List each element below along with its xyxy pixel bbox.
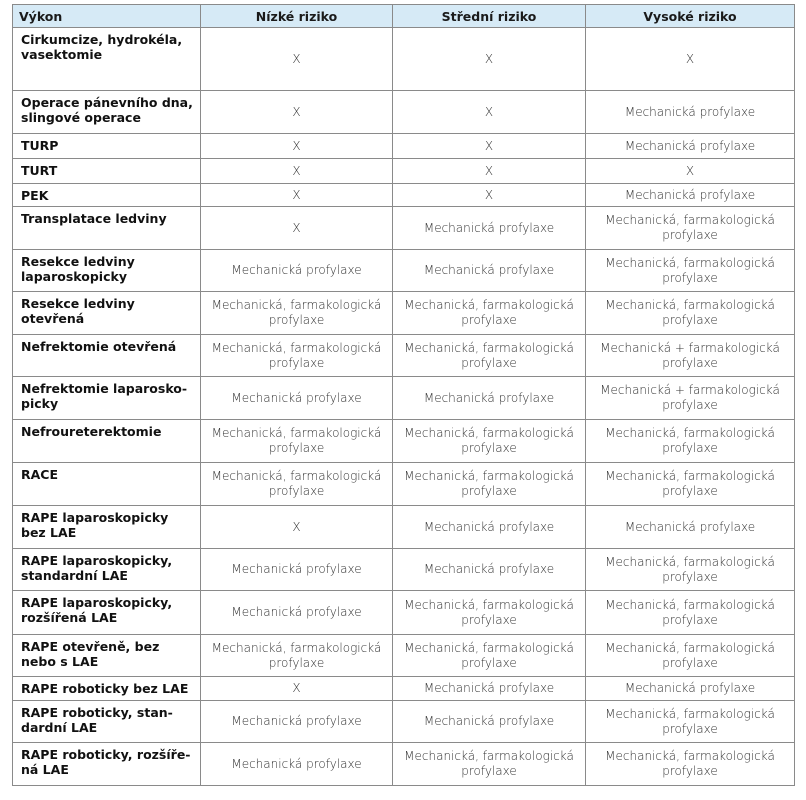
high-risk-cell: Mechanická profylaxe xyxy=(586,134,795,159)
high-risk-cell: Mechanická, farmakologická profylaxe xyxy=(586,463,795,506)
procedure-cell: Resekce ledviny laparoskopicky xyxy=(13,250,201,292)
header-procedure: Výkon xyxy=(13,5,201,28)
high-risk-cell: Mechanická + farmakologická profylaxe xyxy=(586,335,795,377)
low-risk-cell: X xyxy=(201,91,393,134)
high-risk-cell: Mechanická, farmakologická profylaxe xyxy=(586,591,795,635)
procedure-cell: RAPE roboticky bez LAE xyxy=(13,677,201,701)
procedure-cell: Nefrektomie otevřená xyxy=(13,335,201,377)
table-row xyxy=(13,420,795,463)
low-risk-cell: Mechanická profylaxe xyxy=(201,743,393,786)
low-risk-cell: Mechanická profylaxe xyxy=(201,701,393,743)
medium-risk-cell: Mechanická profylaxe xyxy=(393,377,586,420)
high-risk-cell: Mechanická, farmakologická profylaxe xyxy=(586,420,795,463)
table-row xyxy=(13,549,795,591)
high-risk-cell: Mechanická, farmakologická profylaxe xyxy=(586,250,795,292)
high-risk-cell: Mechanická, farmakologická profylaxe xyxy=(586,635,795,677)
low-risk-cell: X xyxy=(201,28,393,91)
procedure-cell: TURT xyxy=(13,159,201,184)
medium-risk-cell: X xyxy=(393,134,586,159)
high-risk-cell: X xyxy=(586,28,795,91)
table-row xyxy=(13,635,795,677)
table-row xyxy=(13,134,795,159)
medium-risk-cell: X xyxy=(393,28,586,91)
table-row xyxy=(13,184,795,207)
low-risk-cell: Mechanická, farmakologická profylaxe xyxy=(201,420,393,463)
medium-risk-cell: X xyxy=(393,159,586,184)
low-risk-cell: X xyxy=(201,134,393,159)
low-risk-cell: Mechanická, farmakologická profylaxe xyxy=(201,635,393,677)
high-risk-cell: Mechanická, farmakologická profylaxe xyxy=(586,743,795,786)
medium-risk-cell: Mechanická, farmakologická profylaxe xyxy=(393,335,586,377)
procedure-cell: RAPE laparoskopicky bez LAE xyxy=(13,506,201,549)
table-row xyxy=(13,207,795,250)
low-risk-cell: Mechanická profylaxe xyxy=(201,250,393,292)
table-row xyxy=(13,463,795,506)
low-risk-cell: X xyxy=(201,184,393,207)
medium-risk-cell: Mechanická, farmakologická profylaxe xyxy=(393,463,586,506)
prophylaxis-table xyxy=(12,4,795,786)
medium-risk-cell: X xyxy=(393,184,586,207)
high-risk-cell: Mechanická, farmakologická profylaxe xyxy=(586,701,795,743)
medium-risk-cell: Mechanická profylaxe xyxy=(393,207,586,250)
low-risk-cell: Mechanická profylaxe xyxy=(201,591,393,635)
table-row xyxy=(13,91,795,134)
high-risk-cell: Mechanická, farmakologická profylaxe xyxy=(586,292,795,335)
low-risk-cell: Mechanická, farmakologická profylaxe xyxy=(201,463,393,506)
low-risk-cell: X xyxy=(201,207,393,250)
header-medium-risk: Střední riziko xyxy=(393,5,586,28)
medium-risk-cell: Mechanická, farmakologická profylaxe xyxy=(393,743,586,786)
low-risk-cell: X xyxy=(201,159,393,184)
procedure-cell: Resekce ledviny otevřená xyxy=(13,292,201,335)
table-row xyxy=(13,701,795,743)
high-risk-cell: Mechanická, farmakologická profylaxe xyxy=(586,207,795,250)
procedure-cell: Transplatace ledviny xyxy=(13,207,201,250)
header-low-risk: Nízké riziko xyxy=(201,5,393,28)
procedure-cell: TURP xyxy=(13,134,201,159)
procedure-cell: RACE xyxy=(13,463,201,506)
table-row xyxy=(13,250,795,292)
procedure-cell: RAPE laparoskopicky, rozšířená LAE xyxy=(13,591,201,635)
medium-risk-cell: Mechanická profylaxe xyxy=(393,677,586,701)
procedure-cell: RAPE roboticky, stan-dardní LAE xyxy=(13,701,201,743)
table-row xyxy=(13,335,795,377)
table-body xyxy=(13,28,795,786)
high-risk-cell: Mechanická profylaxe xyxy=(586,506,795,549)
low-risk-cell: Mechanická, farmakologická profylaxe xyxy=(201,292,393,335)
procedure-cell: RAPE laparoskopicky, standardní LAE xyxy=(13,549,201,591)
low-risk-cell: Mechanická, farmakologická profylaxe xyxy=(201,335,393,377)
table-row xyxy=(13,677,795,701)
medium-risk-cell: Mechanická, farmakologická profylaxe xyxy=(393,420,586,463)
header-high-risk: Vysoké riziko xyxy=(586,5,795,28)
low-risk-cell: X xyxy=(201,677,393,701)
low-risk-cell: X xyxy=(201,506,393,549)
high-risk-cell: Mechanická profylaxe xyxy=(586,184,795,207)
table-row xyxy=(13,591,795,635)
high-risk-cell: X xyxy=(586,159,795,184)
procedure-cell: Nefroureterektomie xyxy=(13,420,201,463)
high-risk-cell: Mechanická, farmakologická profylaxe xyxy=(586,549,795,591)
medium-risk-cell: X xyxy=(393,91,586,134)
procedure-cell: Nefrektomie laparosko-picky xyxy=(13,377,201,420)
low-risk-cell: Mechanická profylaxe xyxy=(201,549,393,591)
procedure-cell: Cirkumcize, hydrokéla, vasektomie xyxy=(13,28,201,91)
low-risk-cell: Mechanická profylaxe xyxy=(201,377,393,420)
high-risk-cell: Mechanická profylaxe xyxy=(586,91,795,134)
medium-risk-cell: Mechanická profylaxe xyxy=(393,250,586,292)
medium-risk-cell: Mechanická profylaxe xyxy=(393,506,586,549)
high-risk-cell: Mechanická profylaxe xyxy=(586,677,795,701)
procedure-cell: PEK xyxy=(13,184,201,207)
medium-risk-cell: Mechanická profylaxe xyxy=(393,549,586,591)
table-row xyxy=(13,159,795,184)
medium-risk-cell: Mechanická, farmakologická profylaxe xyxy=(393,292,586,335)
table-row xyxy=(13,743,795,786)
procedure-cell: RAPE otevřeně, bez nebo s LAE xyxy=(13,635,201,677)
table-row xyxy=(13,506,795,549)
medium-risk-cell: Mechanická, farmakologická profylaxe xyxy=(393,635,586,677)
header-row xyxy=(13,5,795,28)
table-header xyxy=(13,5,795,28)
medium-risk-cell: Mechanická profylaxe xyxy=(393,701,586,743)
medium-risk-cell: Mechanická, farmakologická profylaxe xyxy=(393,591,586,635)
table-row xyxy=(13,28,795,91)
table-row xyxy=(13,292,795,335)
procedure-cell: RAPE roboticky, rozšíře-ná LAE xyxy=(13,743,201,786)
procedure-cell: Operace pánevního dna, slingové operace xyxy=(13,91,201,134)
high-risk-cell: Mechanická + farmakologická profylaxe xyxy=(586,377,795,420)
table-row xyxy=(13,377,795,420)
